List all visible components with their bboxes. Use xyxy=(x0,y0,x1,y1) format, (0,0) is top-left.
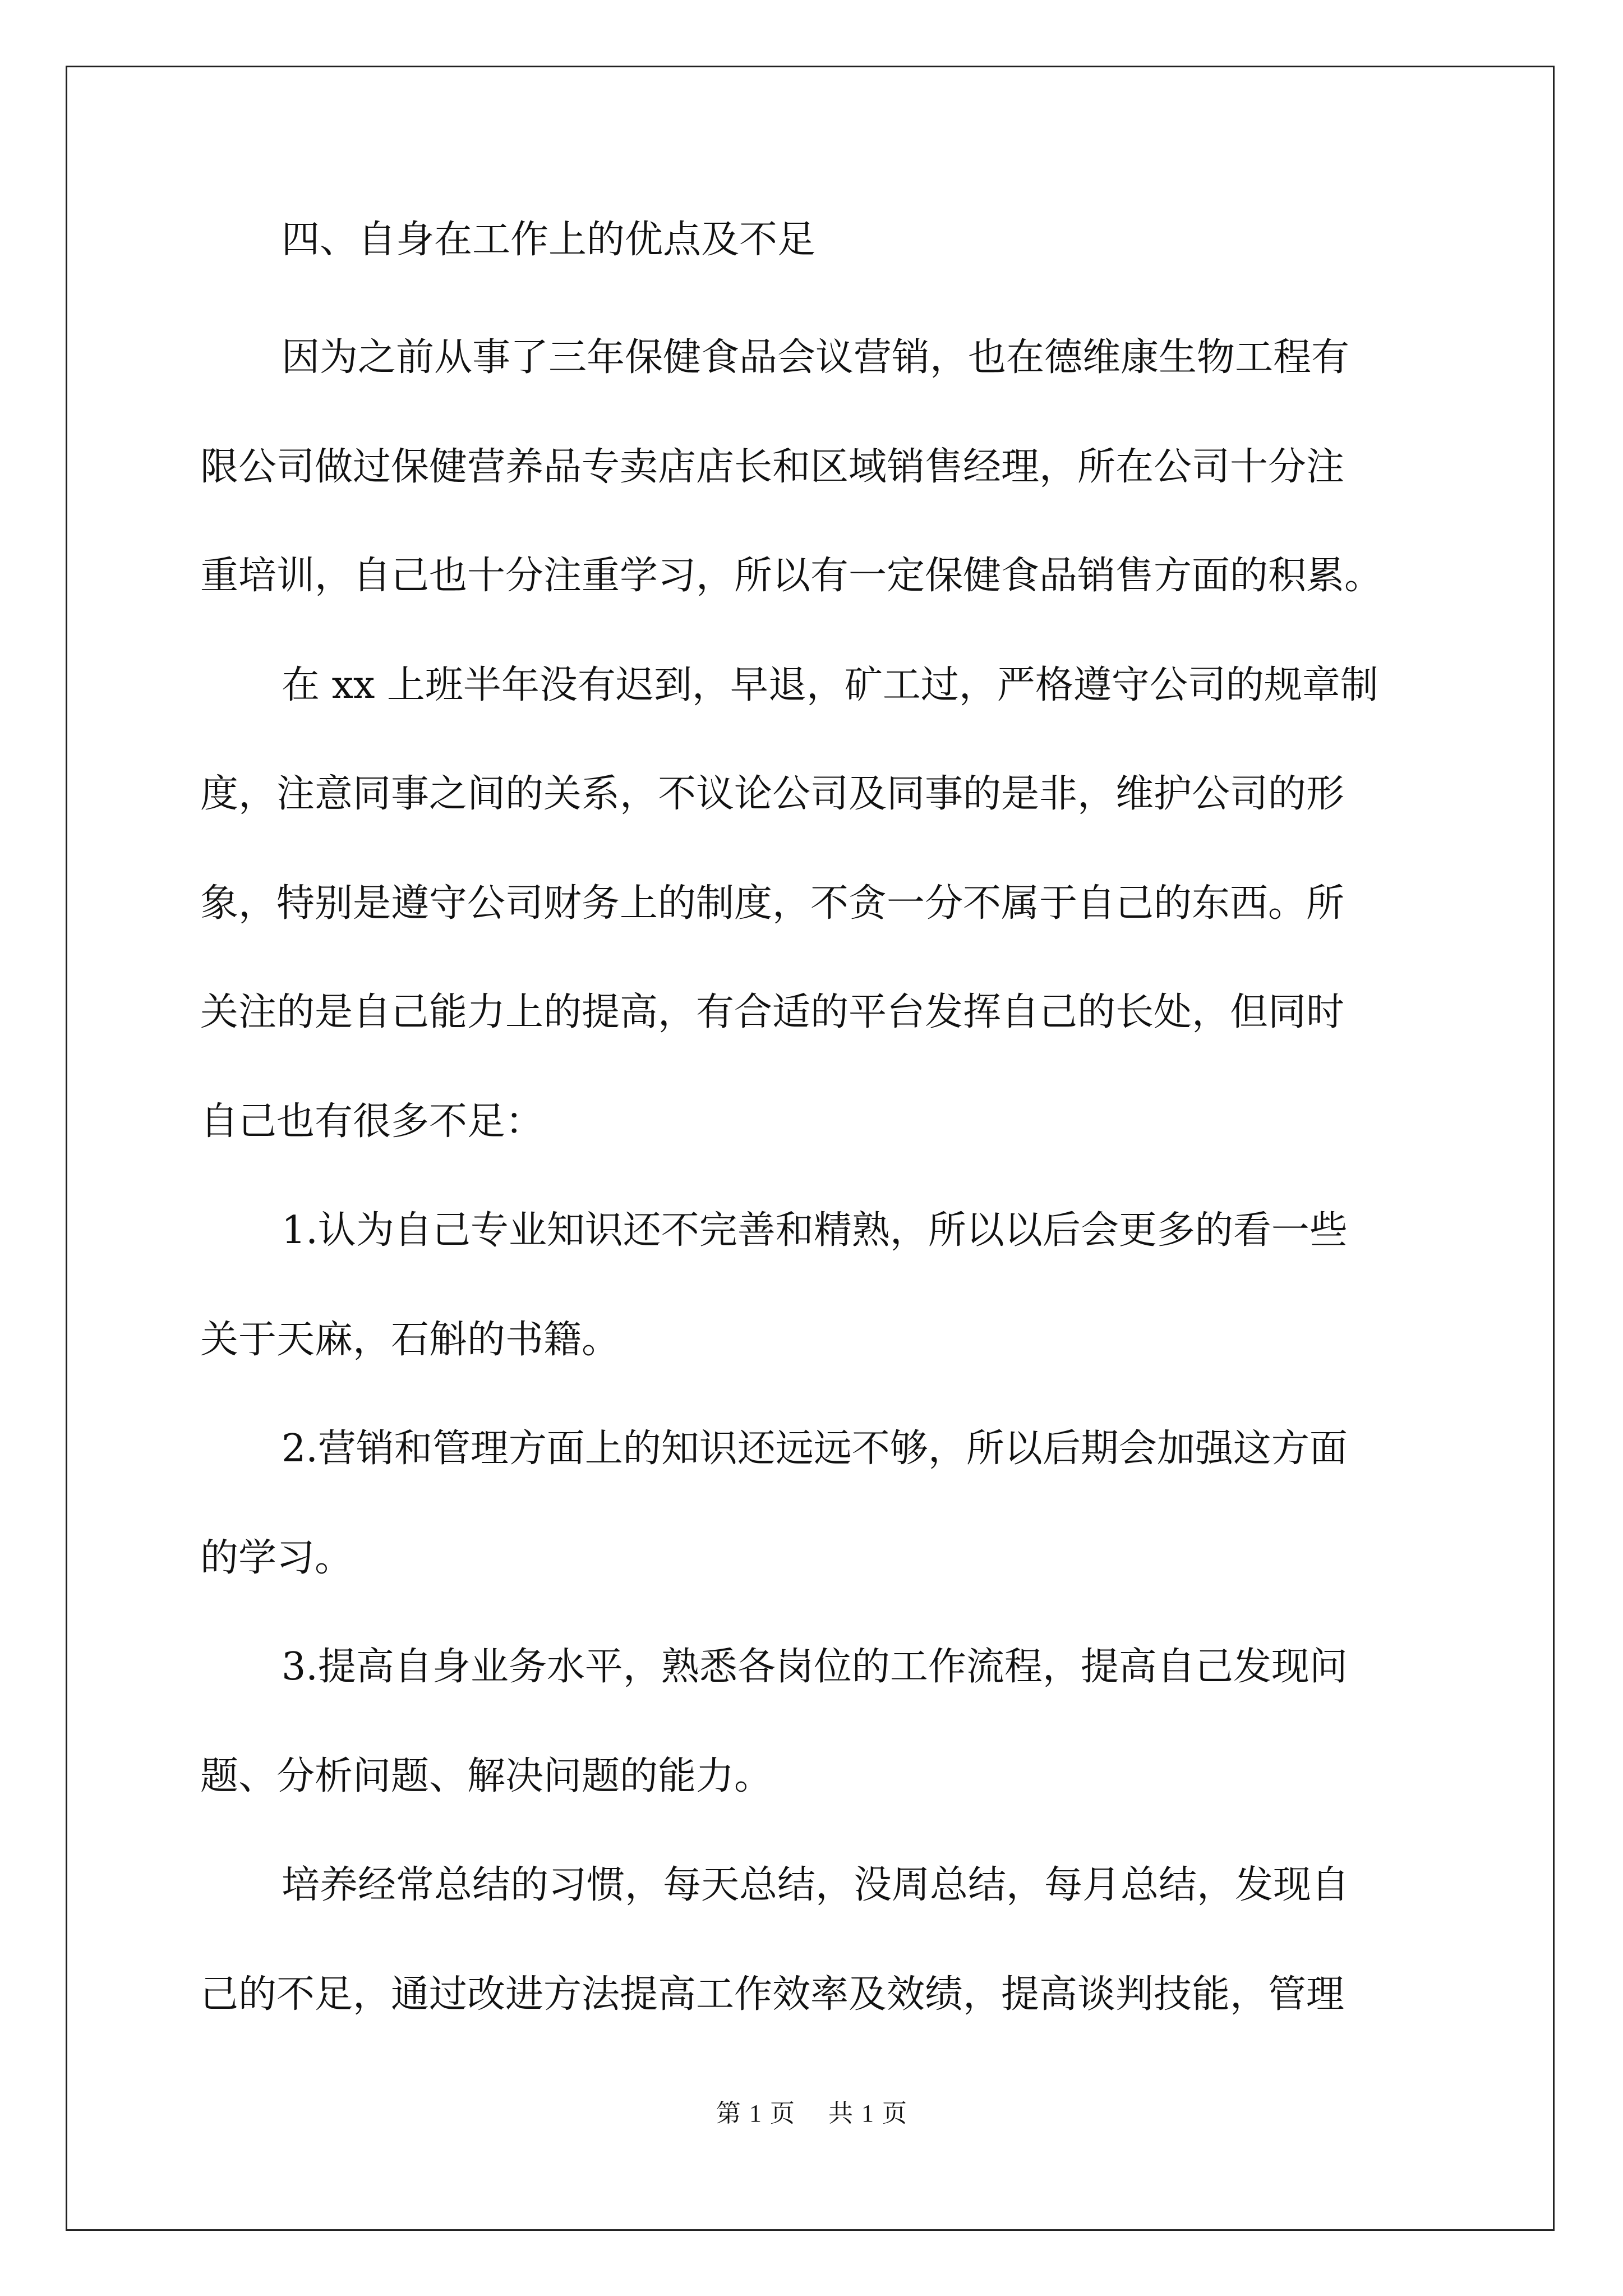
paragraph-2-line-3: 象，特别是遵守公司财务上的制度，不贪一分不属于自己的东西。所 xyxy=(200,881,1345,926)
paragraph-2-line-1: 在 xx 上班半年没有迟到，早退，矿工过，严格遵守公司的规章制 xyxy=(282,663,1378,707)
page-footer xyxy=(0,2097,1623,2131)
paragraph-2-line-5: 自己也有很多不足： xyxy=(200,1099,544,1144)
paragraph-3-line-1: 1.认为自己专业知识还不完善和精熟，所以以后会更多的看一些 xyxy=(282,1208,1348,1253)
paragraph-4-line-2: 的学习。 xyxy=(200,1536,353,1580)
section-heading: 四、自身在工作上的优点及不足 xyxy=(282,218,816,262)
page-number: 第 1 页 xyxy=(716,2100,795,2127)
paragraph-5-line-2: 题、分析问题、解决问题的能力。 xyxy=(200,1754,773,1798)
paragraph-1-line-3: 重培训，自己也十分注重学习，所以有一定保健食品销售方面的积累。 xyxy=(200,554,1383,598)
paragraph-3-line-2: 关于天麻，石斛的书籍。 xyxy=(200,1318,620,1362)
paragraph-5-line-1: 3.提高自身业务水平，熟悉各岗位的工作流程，提高自己发现问 xyxy=(282,1645,1348,1689)
paragraph-2-line-2: 度，注意同事之间的关系，不议论公司及同事的是非，维护公司的形 xyxy=(200,772,1345,816)
paragraph-6-line-2: 己的不足，通过改进方法提高工作效率及效绩，提高谈判技能，管理 xyxy=(200,1972,1345,2017)
paragraph-1-line-2: 限公司做过保健营养品专卖店店长和区域销售经理，所在公司十分注 xyxy=(200,445,1345,489)
paragraph-1-line-1: 因为之前从事了三年保健食品会议营销，也在德维康生物工程有 xyxy=(282,335,1350,380)
page-total: 共 1 页 xyxy=(828,2100,907,2127)
paragraph-6-line-1: 培养经常总结的习惯，每天总结，没周总结，每月总结，发现自 xyxy=(282,1863,1350,1907)
paragraph-2-line-4: 关注的是自己能力上的提高，有合适的平台发挥自己的长处，但同时 xyxy=(200,990,1345,1034)
paragraph-4-line-1: 2.营销和管理方面上的知识还远远不够，所以后期会加强这方面 xyxy=(282,1427,1348,1471)
